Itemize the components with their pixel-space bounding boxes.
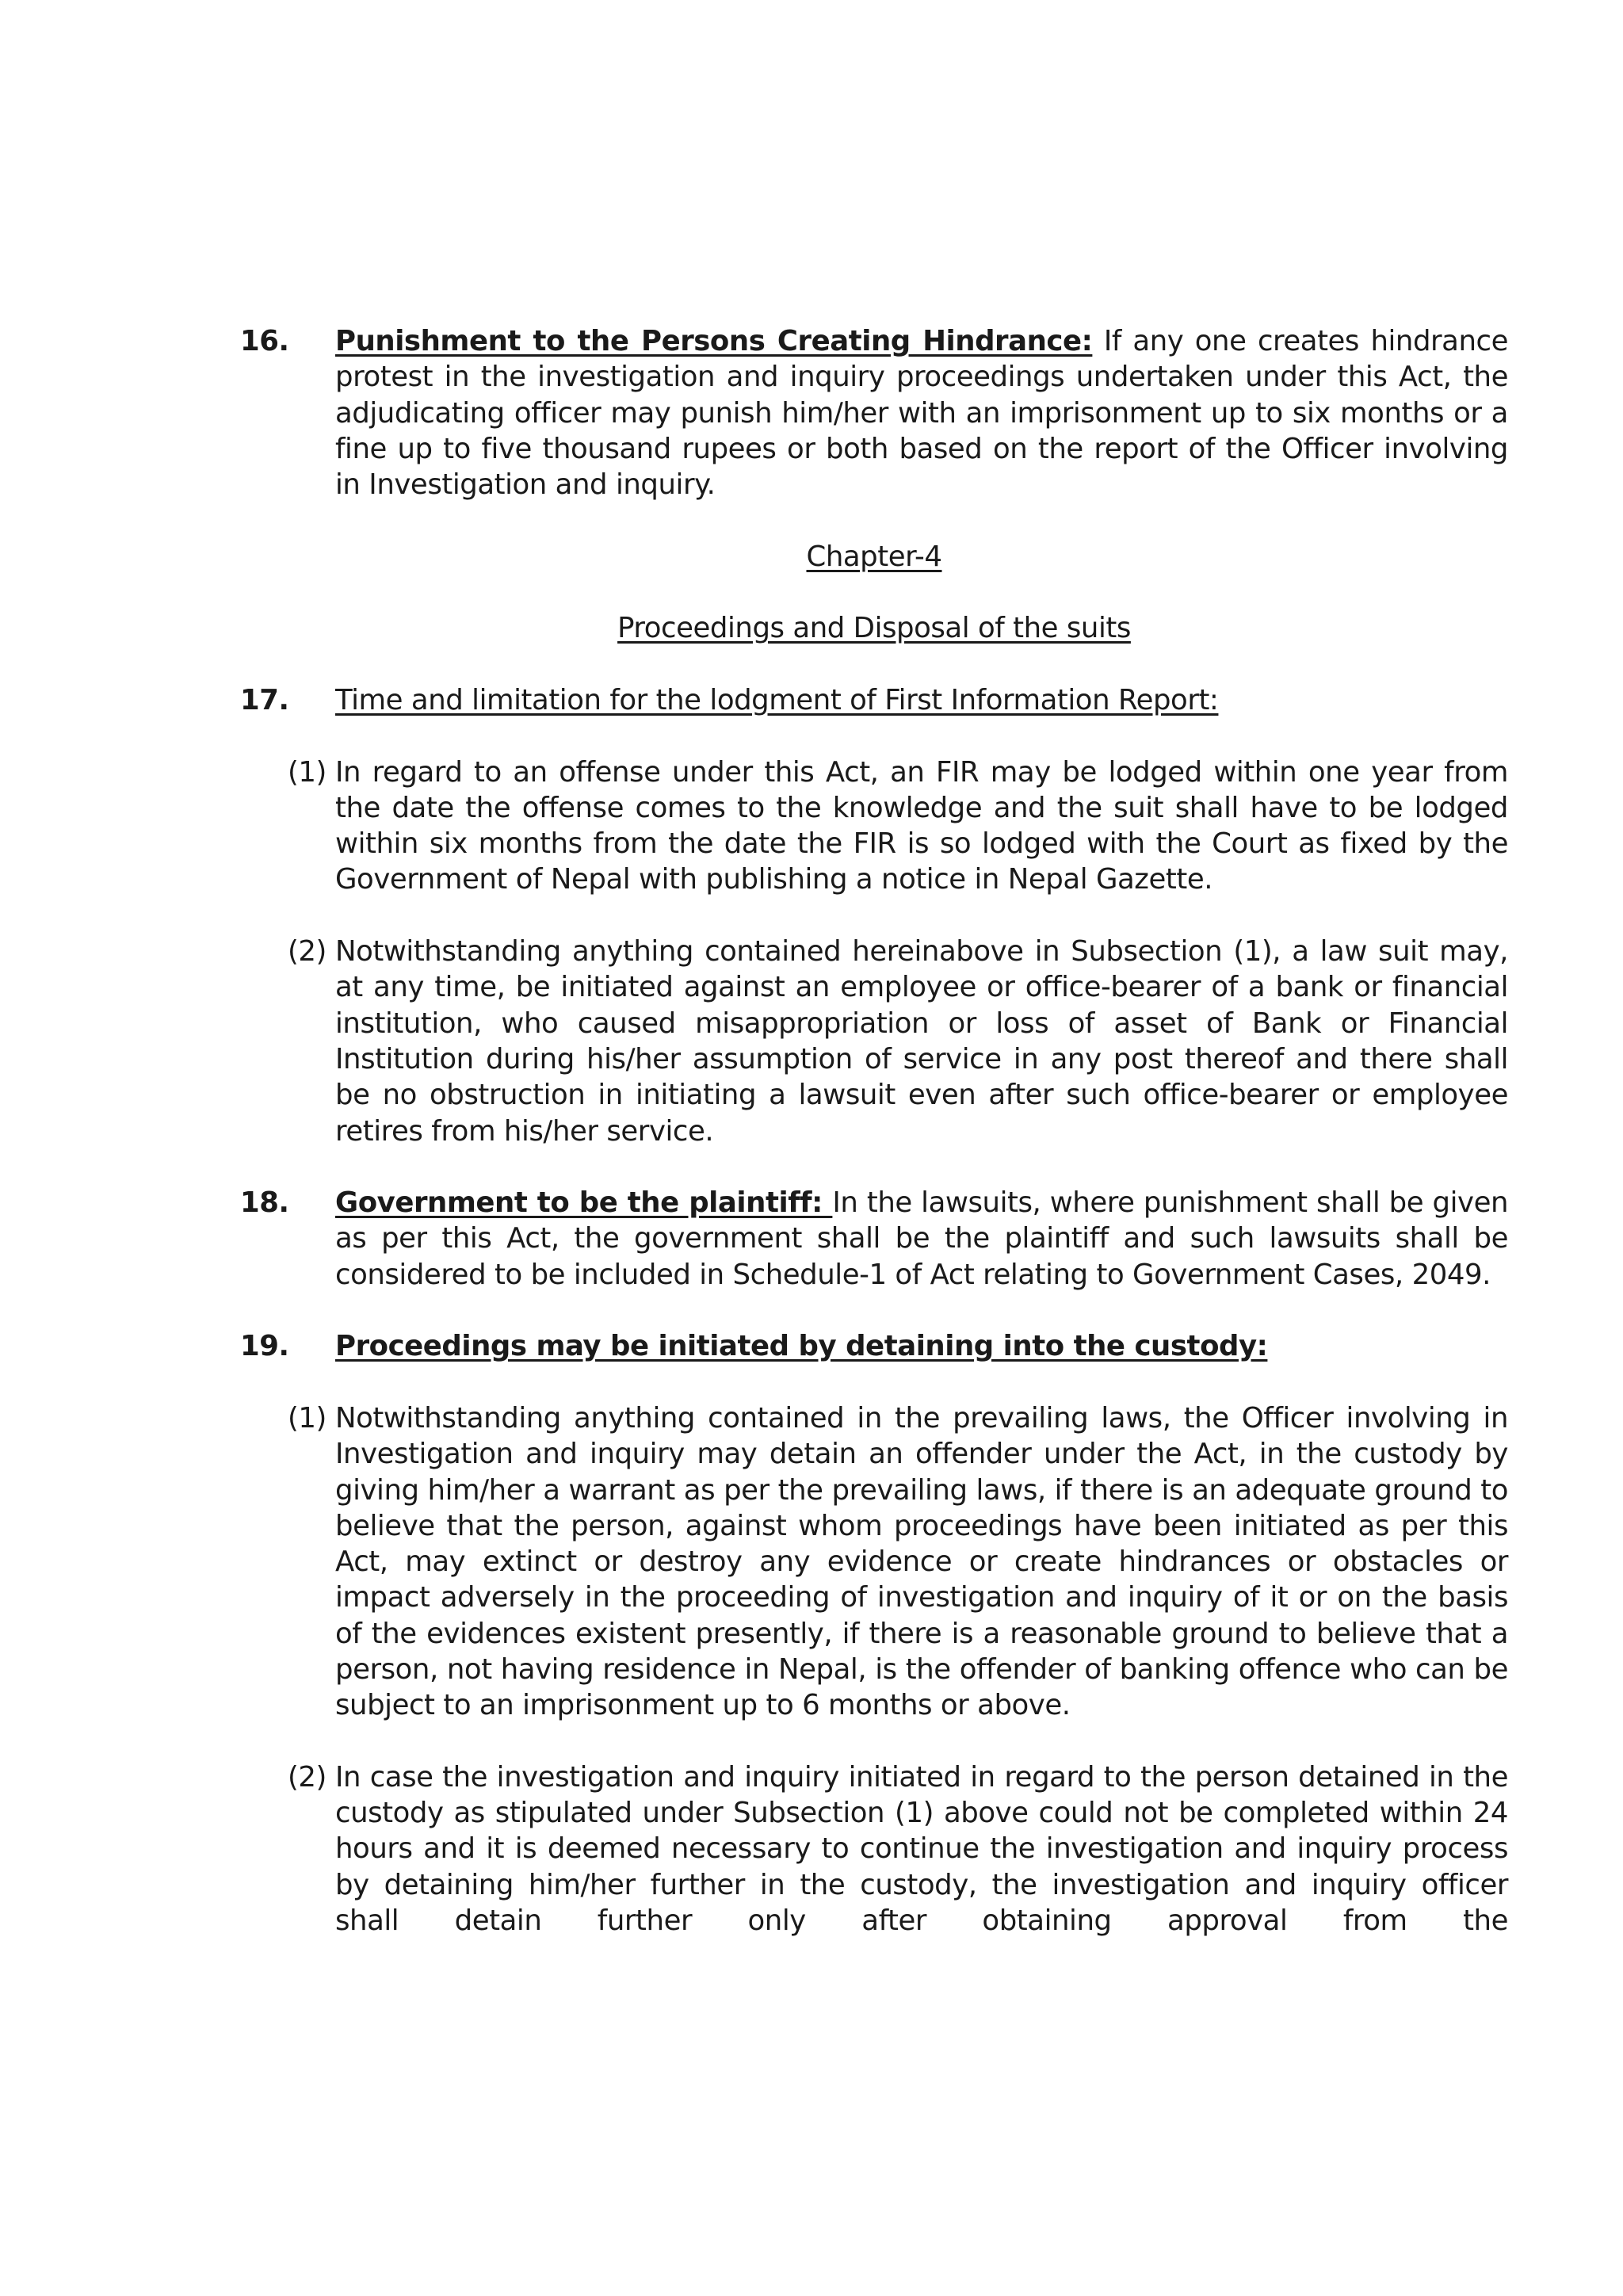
section-number: 17. bbox=[240, 683, 289, 716]
chapter-title: Chapter-4 bbox=[806, 540, 942, 573]
section-heading: Time and limitation for the lodgment of First Information Report: bbox=[335, 683, 1219, 716]
section-body bbox=[335, 1185, 1508, 1293]
subsection-17-1 bbox=[240, 755, 1508, 898]
section-18 bbox=[240, 1185, 1508, 1293]
subsection-19-1 bbox=[240, 1400, 1508, 1724]
section-heading: Punishment to the Persons Creating Hindrance: bbox=[335, 325, 1093, 357]
section-16 bbox=[240, 323, 1508, 502]
chapter-subtitle: Proceedings and Disposal of the suits bbox=[617, 612, 1131, 645]
subsection-17-2 bbox=[240, 934, 1508, 1149]
section-body bbox=[335, 323, 1508, 502]
section-text: In the lawsuits, where punishment shall be given as per this Act, the government shall be the plaintiff and such lawsuits shall be considered to be included in Schedule-1 of Act relating to Government Cases, 2049. bbox=[335, 1186, 1509, 1291]
section-body bbox=[335, 1328, 1508, 1364]
section-number: 16. bbox=[240, 325, 289, 357]
subsection-text: In regard to an offense under this Act, an FIR may be lodged within one year from the date the offense comes to the knowledge and the suit shall have to be lodged within six months from the date the FIR is so lodged with the Court as fixed by the Government of Nepal with publishing a notice in Nepal Gazette. bbox=[335, 755, 1508, 896]
section-19 bbox=[240, 1328, 1508, 1364]
subsection-19-2 bbox=[240, 1759, 1508, 1939]
section-heading: Proceedings may be initiated by detaining into the custody: bbox=[335, 1330, 1268, 1363]
section-number: 19. bbox=[240, 1330, 289, 1363]
subsection-number: (2) bbox=[288, 1760, 327, 1794]
subsection-text: In case the investigation and inquiry initiated in regard to the person detained in the custody as stipulated under Subsection (1) above could not be completed within 24 hours and it is deemed necessary to continue the investigation and inquiry process by detaining him/her further in the custody, the investigation and inquiry officer shall detain further only after obtaining approval from the bbox=[335, 1760, 1508, 1938]
section-heading: Government to be the plaintiff: bbox=[335, 1186, 833, 1220]
subsection-number: (1) bbox=[288, 755, 327, 789]
subsection-number: (1) bbox=[288, 1401, 327, 1435]
subsection-text: Notwithstanding anything contained hereinabove in Subsection (1), a law suit may, at any time, be initiated against an employee or office-bearer of a bank or financial institution, who caused misappropriation or loss of asset of Bank or Financial Institution during his/her assumption of service in any post thereof and there shall be no obstruction in initiating a lawsuit even after such office-bearer or employee retires from his/her service. bbox=[335, 935, 1508, 1148]
subsection-number: (2) bbox=[288, 935, 327, 968]
section-text: If any one creates hindrance protest in the investigation and inquiry proceedings undertaken under this Act, the adjudicating officer may punish him/her with an imprisonment up to six months or a fine up to five thousand rupees or both based on the report of the Officer involving in Investigation and inquiry. bbox=[335, 325, 1508, 502]
subsection-text: Notwithstanding anything contained in the prevailing laws, the Officer involving in Investigation and inquiry may detain an offender under the Act, in the custody by giving him/her a warrant as per the prevailing laws, if there is an adequate ground to believe that the person, against whom proceedings have been initiated as per this Act, may extinct or destroy any evidence or create hindrances or obstacles or impact adversely in the proceeding of investigation and inquiry of it or on the basis of the evidences existent presently, if there is a reasonable ground to believe that a person, not having residence in Nepal, is the offender of banking offence who can be subject to an imprisonment up to 6 months or above. bbox=[335, 1401, 1508, 1722]
page-content bbox=[240, 323, 1508, 1939]
section-17 bbox=[240, 682, 1508, 718]
section-body bbox=[335, 682, 1508, 718]
section-number: 18. bbox=[240, 1186, 289, 1220]
